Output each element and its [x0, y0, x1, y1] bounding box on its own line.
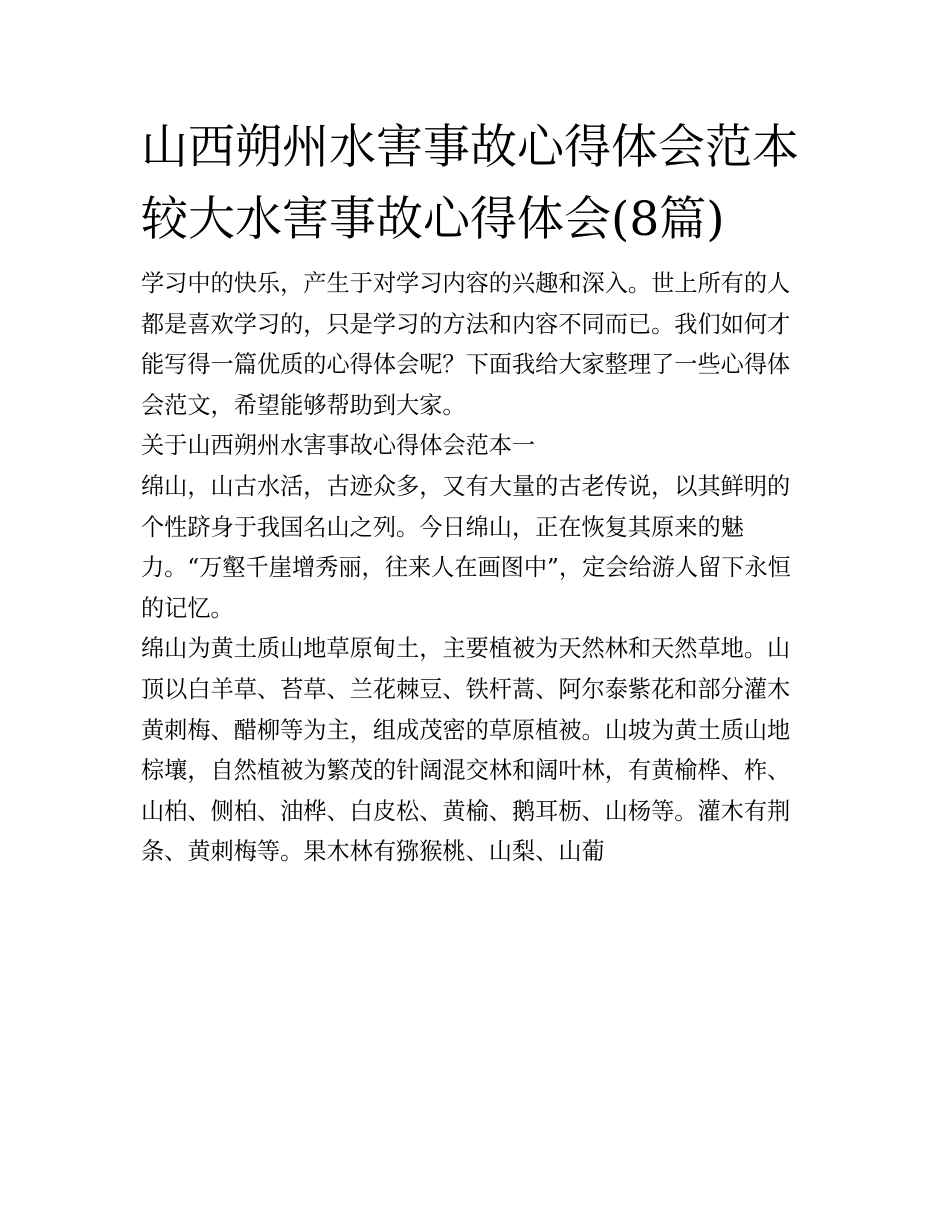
document-body	[141, 264, 813, 873]
intro-paragraph: 学习中的快乐，产生于对学习内容的兴趣和深入。世上所有的人都是喜欢学习的，只是学习的方法和内容不同而已。我们如何才能写得一篇优质的心得体会呢？下面我给大家整理了一些心得体会范文，希望能够帮助到大家。	[141, 270, 791, 419]
document-content	[141, 112, 813, 873]
section-heading: 关于山西朔州水害事故心得体会范本一	[141, 432, 536, 460]
body-paragraph: 绵山为黄土质山地草原甸土，主要植被为天然林和天然草地。山顶以白羊草、苔草、兰花棘豆、铁杆蒿、阿尔泰紫花和部分灌木黄刺梅、醋柳等为主，组成茂密的草原植被。山坡为黄土质山地棕壤，自然植被为繁茂的针阔混交林和阔叶林，有黄榆桦、柞、山柏、侧柏、油桦、白皮松、黄榆、鹅耳枥、山杨等。灌木有荆条、黄刺梅等。果木林有猕猴桃、山梨、山葡	[141, 635, 791, 866]
document-title: 山西朔州水害事故心得体会范本 较大水害事故心得体会(8篇)	[141, 120, 799, 247]
body-paragraph: 绵山，山古水活，古迹众多，又有大量的古老传说，以其鲜明的个性跻身于我国名山之列。今日绵山，正在恢复其原来的魅力。“万壑千崖增秀丽，往来人在画图中”，定会给游人留下永恒的记忆。	[141, 472, 791, 622]
